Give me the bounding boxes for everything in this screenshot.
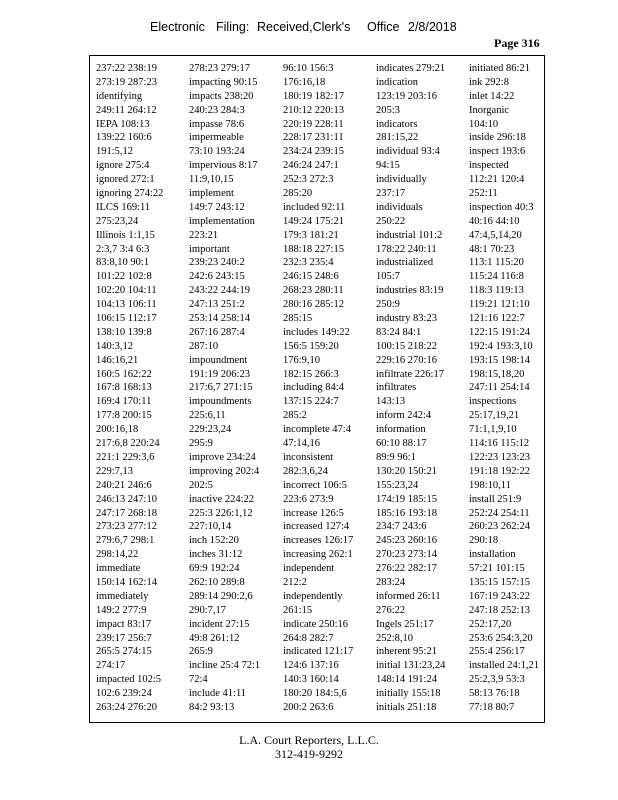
index-entry: 139:22 160:6 bbox=[96, 132, 152, 144]
index-entry: 140:3 160:14 bbox=[283, 674, 339, 686]
index-entry: 149:7 243:12 bbox=[189, 201, 245, 213]
index-entry: 255:4 256:17 bbox=[469, 646, 525, 658]
index-entry: 237:22 238:19 bbox=[96, 63, 157, 74]
index-entry: impacted 102:5 bbox=[96, 674, 162, 686]
index-entry: inch 152:20 bbox=[189, 535, 239, 547]
index-entry: 281:15,22 bbox=[376, 132, 419, 144]
index-entry: 262:10 289:8 bbox=[189, 576, 245, 588]
index-entry: 229:16 270:16 bbox=[376, 354, 437, 366]
index-entry: 72:4 bbox=[189, 674, 208, 686]
index-entry: 180:20 184:5,6 bbox=[283, 688, 347, 700]
index-entry: 239:23 240:2 bbox=[189, 257, 245, 269]
index-entry: ILCS 169:11 bbox=[96, 201, 151, 213]
index-entry: 287:10 bbox=[189, 340, 219, 352]
index-entry: 246:15 248:6 bbox=[283, 271, 339, 283]
index-entry: impact 83:17 bbox=[96, 618, 152, 630]
index-entry: inside 296:18 bbox=[469, 132, 526, 144]
index-entry: 104:10 bbox=[469, 118, 499, 130]
index-entry: 247:13 251:2 bbox=[189, 299, 245, 311]
index-entry: install 251:9 bbox=[469, 493, 522, 505]
index-entry: 246:13 247:10 bbox=[96, 493, 157, 505]
index-entry: initial 131:23,24 bbox=[376, 660, 446, 672]
index-entry: 220:19 228:11 bbox=[283, 118, 344, 130]
index-entry: 89:9 96:1 bbox=[376, 451, 416, 463]
index-entry: 49:8 261:12 bbox=[189, 632, 240, 644]
index-entry: 270:23 273:14 bbox=[376, 549, 437, 561]
index-entry: IEPA 108:13 bbox=[96, 118, 150, 130]
index-entry: ignore 275:4 bbox=[96, 160, 150, 172]
index-entry: 295:9 bbox=[189, 438, 213, 450]
index-entry: 274:17 bbox=[96, 660, 126, 672]
index-entry: 94:15 bbox=[376, 160, 400, 172]
index-entry: 265:5 274:15 bbox=[96, 646, 152, 658]
index-entry: 123:19 203:16 bbox=[376, 90, 437, 102]
index-entry: 290:7,17 bbox=[189, 604, 227, 616]
index-entry: 167:19 243:22 bbox=[469, 590, 530, 602]
index-entry: 102:6 239:24 bbox=[96, 688, 152, 700]
index-entry: 289:14 290:2,6 bbox=[189, 590, 253, 602]
index-entry: immediately bbox=[96, 590, 149, 602]
index-entry: 192:4 193:3,10 bbox=[469, 340, 533, 352]
index-entry: 279:6,7 298:1 bbox=[96, 535, 155, 547]
index-entry: 167:8 168:13 bbox=[96, 382, 152, 394]
index-entry: inform 242:4 bbox=[376, 410, 432, 422]
index-entry: includes 149:22 bbox=[283, 326, 350, 338]
index-entry: 229:7,13 bbox=[96, 465, 134, 477]
index-entry: inlet 14:22 bbox=[469, 90, 515, 102]
index-entry: 96:10 156:3 bbox=[283, 63, 334, 74]
index-entry: inspection 40:3 bbox=[469, 201, 534, 213]
index-entry: 282:3,6,24 bbox=[283, 465, 328, 477]
index-entry: 100:15 218:22 bbox=[376, 340, 437, 352]
index-entry: 60:10 88:17 bbox=[376, 438, 427, 450]
index-entry: increasing 262:1 bbox=[283, 549, 353, 561]
index-entry: 253:6 254:3,20 bbox=[469, 632, 533, 644]
index-entry: 234:7 243:6 bbox=[376, 521, 427, 533]
index-entry: 191:19 206:23 bbox=[189, 368, 250, 380]
index-entry: 290:18 bbox=[469, 535, 499, 547]
index-entry: 156:5 159:20 bbox=[283, 340, 339, 352]
index-entry: including 84:4 bbox=[283, 382, 344, 394]
index-entry: 113:1 115:20 bbox=[469, 257, 524, 269]
header-office: Office bbox=[367, 20, 400, 34]
index-entry: 182:15 266:3 bbox=[283, 368, 339, 380]
index-entry: independently bbox=[283, 590, 343, 602]
page-number: Page 316 bbox=[494, 36, 540, 50]
index-entry: 268:23 280:11 bbox=[283, 285, 344, 297]
index-entry: 106:15 112:17 bbox=[96, 313, 157, 325]
index-entry: 202:5 bbox=[189, 479, 213, 491]
index-entry: 276:22 282:17 bbox=[376, 563, 437, 575]
index-entry: 155:23,24 bbox=[376, 479, 419, 491]
index-entry: 252:8,10 bbox=[376, 632, 414, 644]
index-entry: informed 26:11 bbox=[376, 590, 441, 602]
index-entry: incorrect 106:5 bbox=[283, 479, 347, 491]
index-entry: 83:24 84:1 bbox=[376, 326, 422, 338]
index-entry: 47:4,5,14,20 bbox=[469, 229, 522, 241]
index-entry: 210:12 220:13 bbox=[283, 104, 344, 116]
index-entry: 119:21 121:10 bbox=[469, 299, 530, 311]
index-entry: 188:18 227:15 bbox=[283, 243, 344, 255]
index-entry: Ingels 251:17 bbox=[376, 618, 434, 630]
index-entry: information bbox=[376, 424, 426, 436]
index-entry: 239:17 256:7 bbox=[96, 632, 152, 644]
index-entry: 102:20 104:11 bbox=[96, 285, 157, 297]
index-entry: 253:14 258:14 bbox=[189, 313, 250, 325]
index-entry: 115:24 116:8 bbox=[469, 271, 524, 283]
index-column-3 bbox=[283, 62, 371, 715]
index-entry: 185:16 193:18 bbox=[376, 507, 437, 519]
index-entry: implement bbox=[189, 188, 234, 200]
index-entry: initials 251:18 bbox=[376, 701, 437, 713]
index-entry: 148:14 191:24 bbox=[376, 674, 437, 686]
header-received: Received,Clerk's bbox=[257, 20, 351, 34]
index-entry: 149:2 277:9 bbox=[96, 604, 147, 616]
index-entry: 112:21 120:4 bbox=[469, 174, 525, 186]
index-entry: 193:15 198:14 bbox=[469, 354, 530, 366]
index-entry: 105:7 bbox=[376, 271, 400, 283]
index-entry: 267:16 287:4 bbox=[189, 326, 245, 338]
index-entry: Inorganic bbox=[469, 104, 510, 116]
index-entry: installation bbox=[469, 549, 516, 561]
index-entry: indicate 250:16 bbox=[283, 618, 349, 630]
index-entry: 47:14,16 bbox=[283, 438, 321, 450]
index-entry: 223:21 bbox=[189, 229, 219, 241]
header-electronic: Electronic bbox=[150, 20, 205, 34]
index-entry: 150:14 162:14 bbox=[96, 576, 157, 588]
index-entry: important bbox=[189, 243, 230, 255]
index-entry: 237:17 bbox=[376, 188, 406, 200]
index-entry: 122:23 123:23 bbox=[469, 451, 530, 463]
index-entry: infiltrate 226:17 bbox=[376, 368, 444, 380]
index-entry: 169:4 170:11 bbox=[96, 396, 152, 408]
index-entry: 298:14,22 bbox=[96, 549, 139, 561]
index-entry: incline 25:4 72:1 bbox=[189, 660, 261, 672]
index-entry: 191:5,12 bbox=[96, 146, 134, 158]
index-entry: impoundment bbox=[189, 354, 248, 366]
index-entry: 280:16 285:12 bbox=[283, 299, 344, 311]
index-entry: 200:2 263:6 bbox=[283, 701, 334, 713]
index-entry: impacting 90:15 bbox=[189, 76, 258, 88]
index-entry: indicators bbox=[376, 118, 418, 130]
index-entry: impermeable bbox=[189, 132, 244, 144]
index-entry: increased 127:4 bbox=[283, 521, 350, 533]
index-entry: impervious 8:17 bbox=[189, 160, 258, 172]
index-entry: 137:15 224:7 bbox=[283, 396, 339, 408]
index-entry: include 41:11 bbox=[189, 688, 247, 700]
index-entry: 247:11 254:14 bbox=[469, 382, 530, 394]
index-entry: impasse 78:6 bbox=[189, 118, 245, 130]
index-entry: inherent 95:21 bbox=[376, 646, 437, 658]
index-entry: inspect 193:6 bbox=[469, 146, 526, 158]
index-entry: 146:16,21 bbox=[96, 354, 139, 366]
index-entry: 243:22 244:19 bbox=[189, 285, 250, 297]
index-entry: 252:3 272:3 bbox=[283, 174, 334, 186]
index-entry: 124:6 137:16 bbox=[283, 660, 339, 672]
index-entry: 225:3 226:1,12 bbox=[189, 507, 253, 519]
index-entry: 198:10,11 bbox=[469, 479, 511, 491]
index-entry: 229:23,24 bbox=[189, 424, 232, 436]
index-entry: inspections bbox=[469, 396, 517, 408]
index-entry: individually bbox=[376, 174, 427, 186]
index-entry: 265:9 bbox=[189, 646, 213, 658]
index-entry: incident 27:15 bbox=[189, 618, 250, 630]
index-entry: ink 292:8 bbox=[469, 76, 509, 88]
index-entry: 246:24 247:1 bbox=[283, 160, 339, 172]
index-entry: 223:6 273:9 bbox=[283, 493, 334, 505]
index-entry: initiated 86:21 bbox=[469, 63, 530, 74]
index-entry: 48:1 70:23 bbox=[469, 243, 515, 255]
index-entry: industries 83:19 bbox=[376, 285, 444, 297]
index-entry: 285:2 bbox=[283, 410, 307, 422]
index-entry: 252:24 254:11 bbox=[469, 507, 530, 519]
index-entry: 275:23,24 bbox=[96, 215, 139, 227]
index-entry: 101:22 102:8 bbox=[96, 271, 152, 283]
index-entry: identifying bbox=[96, 90, 143, 102]
index-entry: 276:22 bbox=[376, 604, 406, 616]
index-entry: increase 126:5 bbox=[283, 507, 344, 519]
index-entry: 273:23 277:12 bbox=[96, 521, 157, 533]
index-entry: indicated 121:17 bbox=[283, 646, 354, 658]
index-entry: 2:3,7 3:4 6:3 bbox=[96, 243, 150, 255]
index-entry: 135:15 157:15 bbox=[469, 576, 530, 588]
index-entry: 114:16 115:12 bbox=[469, 438, 530, 450]
index-entry: 143:13 bbox=[376, 396, 406, 408]
index-entry: 140:3,12 bbox=[96, 340, 134, 352]
index-entry: 57:21 101:15 bbox=[469, 563, 525, 575]
index-entry: 242:6 243:15 bbox=[189, 271, 245, 283]
index-entry: 240:23 284:3 bbox=[189, 104, 245, 116]
index-entry: installed 24:1,21 bbox=[469, 660, 539, 672]
index-entry: 285:15 bbox=[283, 313, 313, 325]
index-entry: 247:17 268:18 bbox=[96, 507, 157, 519]
index-entry: 225:6,11 bbox=[189, 410, 226, 422]
index-entry: 221:1 229:3,6 bbox=[96, 451, 155, 463]
index-entry: 273:19 287:23 bbox=[96, 76, 157, 88]
index-entry: 217:6,8 220:24 bbox=[96, 438, 160, 450]
index-entry: indication bbox=[376, 76, 418, 88]
index-entry: 191:18 192:22 bbox=[469, 465, 530, 477]
index-entry: 250:22 bbox=[376, 215, 406, 227]
index-column-2 bbox=[189, 62, 277, 715]
index-entry: 232:3 235:4 bbox=[283, 257, 334, 269]
index-entry: industry 83:23 bbox=[376, 313, 437, 325]
index-entry: 249:11 264:12 bbox=[96, 104, 157, 116]
index-entry: 160:5 162:22 bbox=[96, 368, 152, 380]
index-entry: 247:18 252:13 bbox=[469, 604, 530, 616]
index-entry: 263:24 276:20 bbox=[96, 701, 157, 713]
index-entry: 69:9 192:24 bbox=[189, 563, 240, 575]
footer-company: L.A. Court Reporters, L.L.C. bbox=[239, 733, 379, 747]
index-entry: 25:17,19,21 bbox=[469, 410, 520, 422]
index-entry: 122:15 191:24 bbox=[469, 326, 530, 338]
index-entry: 264:8 282:7 bbox=[283, 632, 334, 644]
index-entry: indicates 279:21 bbox=[376, 63, 446, 74]
index-column-5 bbox=[469, 62, 557, 715]
index-entry: individuals bbox=[376, 201, 423, 213]
index-entry: 250:9 bbox=[376, 299, 400, 311]
index-entry: 40:16 44:10 bbox=[469, 215, 520, 227]
index-entry: 77:18 80:7 bbox=[469, 701, 515, 713]
index-entry: ignoring 274:22 bbox=[96, 188, 164, 200]
index-entry: 283:24 bbox=[376, 576, 406, 588]
index-entry: impacts 238:20 bbox=[189, 90, 254, 102]
index-column-4 bbox=[376, 62, 464, 715]
index-entry: 149:24 175:21 bbox=[283, 215, 344, 227]
index-entry: 227:10,14 bbox=[189, 521, 232, 533]
index-entry: 240:21 246:6 bbox=[96, 479, 152, 491]
index-entry: 234:24 239:15 bbox=[283, 146, 344, 158]
index-entry: 228:17 231:11 bbox=[283, 132, 344, 144]
index-entry: 130:20 150:21 bbox=[376, 465, 437, 477]
index-entry: incomplete 47:4 bbox=[283, 424, 351, 436]
index-entry: 180:19 182:17 bbox=[283, 90, 344, 102]
index-entry: 252:11 bbox=[469, 188, 498, 200]
header-date: 2/8/2018 bbox=[408, 20, 457, 34]
index-entry: implementation bbox=[189, 215, 255, 227]
index-entry: 83:8,10 90:1 bbox=[96, 257, 150, 269]
index-entry: improve 234:24 bbox=[189, 451, 256, 463]
index-entry: 118:3 119:13 bbox=[469, 285, 524, 297]
index-entry: 260:23 262:24 bbox=[469, 521, 530, 533]
index-entry: inspected bbox=[469, 160, 509, 172]
index-entry: 200:16,18 bbox=[96, 424, 139, 436]
index-entry: individual 93:4 bbox=[376, 146, 440, 158]
index-entry: 177:8 200:15 bbox=[96, 410, 152, 422]
index-entry: immediate bbox=[96, 563, 141, 575]
index-entry: 178:22 240:11 bbox=[376, 243, 437, 255]
index-entry: 205:3 bbox=[376, 104, 400, 116]
header-filing: Filing: bbox=[216, 20, 250, 34]
index-entry: 278:23 279:17 bbox=[189, 63, 250, 74]
index-entry: included 92:11 bbox=[283, 201, 346, 213]
index-entry: impoundments bbox=[189, 396, 252, 408]
index-entry: ignored 272:1 bbox=[96, 174, 155, 186]
index-entry: 179:3 181:21 bbox=[283, 229, 339, 241]
index-entry: 245:23 260:16 bbox=[376, 535, 437, 547]
index-entry: 71:1,1,9,10 bbox=[469, 424, 517, 436]
index-entry: independent bbox=[283, 563, 335, 575]
index-entry: 104:13 106:11 bbox=[96, 299, 157, 311]
index-entry: 138:10 139:8 bbox=[96, 326, 152, 338]
index-entry: initially 155:18 bbox=[376, 688, 441, 700]
index-entry: industrialized bbox=[376, 257, 434, 269]
index-column-1 bbox=[96, 62, 184, 715]
index-entry: 217:6,7 271:15 bbox=[189, 382, 253, 394]
index-entry: inconsistent bbox=[283, 451, 334, 463]
index-entry: 25:2,3,9 53:3 bbox=[469, 674, 525, 686]
footer-phone: 312-419-9292 bbox=[275, 747, 343, 761]
index-entry: improving 202:4 bbox=[189, 465, 260, 477]
index-entry: inches 31:12 bbox=[189, 549, 243, 561]
index-entry: 176:9,10 bbox=[283, 354, 321, 366]
index-entry: Illinois 1:1,15 bbox=[96, 229, 155, 241]
index-entry: 174:19 185:15 bbox=[376, 493, 437, 505]
index-entry: 212:2 bbox=[283, 576, 307, 588]
index-entry: 252:17,20 bbox=[469, 618, 512, 630]
index-entry: 58:13 76:18 bbox=[469, 688, 520, 700]
index-entry: 84:2 93:13 bbox=[189, 701, 235, 713]
index-entry: 261:15 bbox=[283, 604, 313, 616]
index-entry: industrial 101:2 bbox=[376, 229, 443, 241]
index-entry: 198:15,18,20 bbox=[469, 368, 525, 380]
index-entry: 121:16 122:7 bbox=[469, 313, 525, 325]
index-entry: 73:10 193:24 bbox=[189, 146, 245, 158]
index-entry: 11:9,10,15 bbox=[189, 174, 234, 186]
index-entry: 176:16,18 bbox=[283, 76, 326, 88]
index-entry: 285:20 bbox=[283, 188, 313, 200]
index-entry: inactive 224:22 bbox=[189, 493, 255, 505]
index-entry: increases 126:17 bbox=[283, 535, 354, 547]
index-entry: infiltrates bbox=[376, 382, 417, 394]
